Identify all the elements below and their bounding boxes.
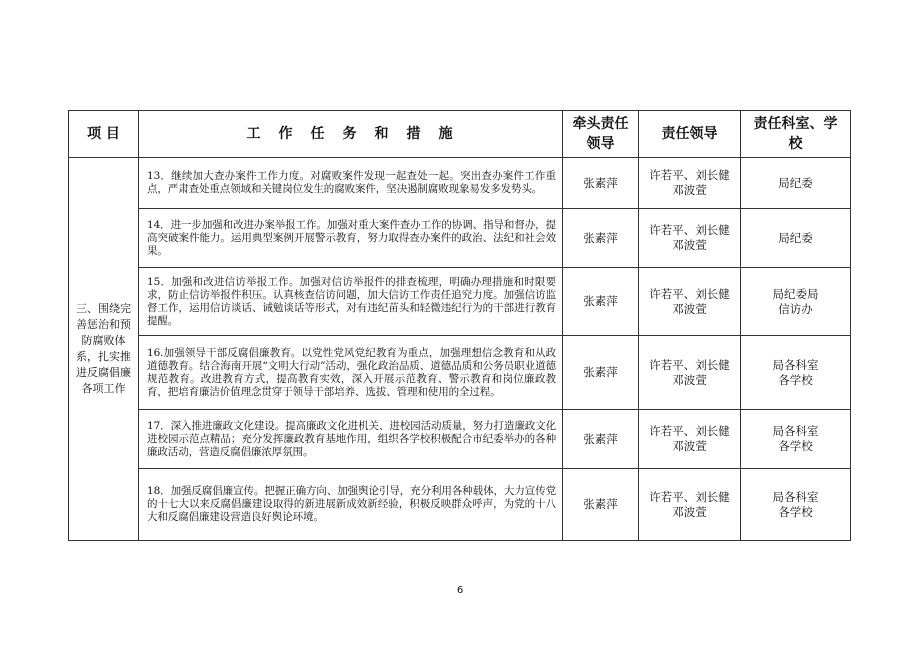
dept-cell: 局纪委 <box>741 209 851 268</box>
lead-cell: 张素萍 <box>563 268 639 336</box>
header-resp-leader: 责任领导 <box>639 111 741 158</box>
resp-cell: 许若平、刘长健邓波萱 <box>639 268 741 336</box>
task-table <box>68 110 851 541</box>
dept-cell: 局各科室各学校 <box>741 469 851 541</box>
header-row <box>69 111 851 158</box>
table-row <box>69 158 851 209</box>
header-item: 项 目 <box>69 111 139 158</box>
table-row <box>69 336 851 410</box>
dept-cell: 局纪委局信访办 <box>741 268 851 336</box>
task-cell: 17．深入推进廉政文化建设。提高廉政文化进机关、进校园活动质量，努力打造廉政文化进校园示范点精品；充分发挥廉政教育基地作用，组织各学校积极配合市纪委举办的各种廉政活动，营造反腐倡廉浓厚氛围。 <box>139 410 563 469</box>
task-cell: 13．继续加大查办案件工作力度。对腐败案件发现一起查处一起。突出查办案件工作重点，严肃查处重点领域和关键岗位发生的腐败案件，坚决遏制腐败现象易发多发势头。 <box>139 158 563 209</box>
task-cell: 16.加强领导干部反腐倡廉教育。以党性党风党纪教育为重点，加强理想信念教育和从政道德教育。结合海南开展“文明大行动”活动，强化政治品质、道德品质和公务员职业道德规范教育。改进教育方式，提高教育实效，深入开展示范教育、警示教育和岗位廉政教育，把培育廉洁价值理念贯穿于领导干部培养、选拔、管理和使用的全过程。 <box>139 336 563 410</box>
task-cell: 14．进一步加强和改进办案举报工作。加强对重大案件查办工作的协调、指导和督办，提高突破案件能力。运用典型案例开展警示教育，努力取得查办案件的政治、法纪和社会效果。 <box>139 209 563 268</box>
task-cell: 15．加强和改进信访举报工作。加强对信访举报件的排查梳理，明确办理措施和时限要求，防止信访举报件积压。认真核查信访问题，加大信访工作责任追究力度。加强信访监督工作，运用信访谈话、诫勉谈话等形式，对有违纪苗头和轻微违纪行为的干部进行教育提醒。 <box>139 268 563 336</box>
category-cell: 三、围绕完善惩治和预防腐败体系，扎实推进反腐倡廉各项工作 <box>69 158 139 541</box>
page-number: 6 <box>456 585 464 596</box>
dept-cell: 局纪委 <box>741 158 851 209</box>
resp-cell: 许若平、刘长健邓波萱 <box>639 209 741 268</box>
lead-cell: 张素萍 <box>563 336 639 410</box>
task-cell: 18．加强反腐倡廉宣传。把握正确方向、加强舆论引导，充分利用各种载体，大力宣传党的十七大以来反腐倡廉建设取得的新进展新成效新经验，积极反映群众呼声，为党的十八大和反腐倡廉建设营造良好舆论环境。 <box>139 469 563 541</box>
table-row <box>69 469 851 541</box>
header-lead-resp: 牵头责任领导 <box>563 111 639 158</box>
resp-cell: 许若平、刘长健邓波萱 <box>639 336 741 410</box>
header-task: 工 作 任 务 和 措 施 <box>139 111 563 158</box>
table-row <box>69 268 851 336</box>
resp-cell: 许若平、刘长健邓波萱 <box>639 158 741 209</box>
lead-cell: 张素萍 <box>563 469 639 541</box>
lead-cell: 张素萍 <box>563 209 639 268</box>
dept-cell: 局各科室各学校 <box>741 410 851 469</box>
dept-cell: 局各科室各学校 <box>741 336 851 410</box>
table-row <box>69 410 851 469</box>
table-row <box>69 209 851 268</box>
lead-cell: 张素萍 <box>563 158 639 209</box>
lead-cell: 张素萍 <box>563 410 639 469</box>
resp-cell: 许若平、刘长健邓波萱 <box>639 469 741 541</box>
header-resp-dept: 责任科室、学校 <box>741 111 851 158</box>
resp-cell: 许若平、刘长健邓波萱 <box>639 410 741 469</box>
